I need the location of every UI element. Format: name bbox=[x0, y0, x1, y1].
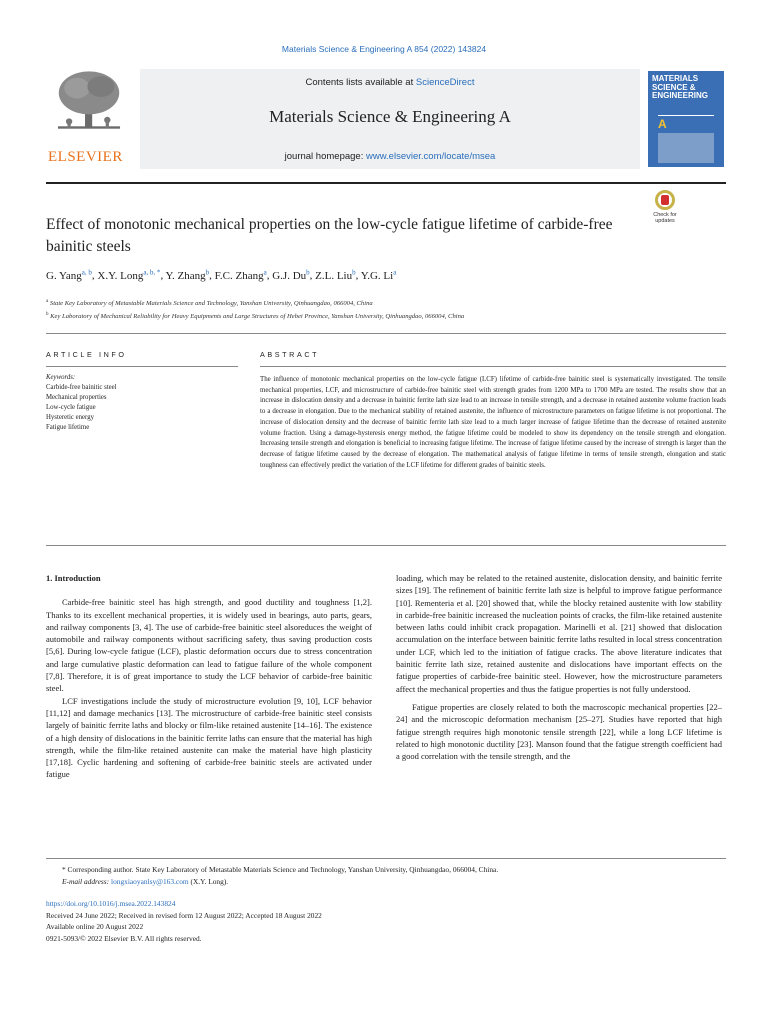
copyright: 0921-5093/© 2022 Elsevier B.V. All rights reserved. bbox=[46, 934, 202, 944]
crossmark-label: Check for updates bbox=[653, 212, 677, 224]
cover-picture bbox=[658, 133, 714, 163]
email-line bbox=[46, 876, 726, 888]
publisher-name: ELSEVIER bbox=[48, 149, 123, 165]
body-column-right bbox=[396, 572, 722, 762]
body-paragraph: loading, which may be related to the retained austenite, dislocation density, and bainitic ferrite sizes [19]. The refinement of bainitic ferrite lath size is helpful to improve fatigue performance [10]. Rementeria et al. [20] showed that, while the blocky retained austenite with low stability in carbide-free bainitic increased the nucleation points of cracks, the film-like retained austenite between laths could inhibit crack propagation. Marinelli et al. [21] showed that dislocation accumulation on the interface between bainitic ferrite laths resulted in local stress concentration under LCF, which led to the initiation of fatigue cracks. The above literature indicates that bainitic ferrite lath size, retained austenite and dislocations have important effects on the fatigue properties of carbide-free bainitic steel. However, how the microstructure parameters affect the mechanical properties and thus the fatigue properties is not fully understood. bbox=[396, 573, 722, 694]
cover-title: MATERIALS SCIENCE & ENGINEERING bbox=[652, 74, 709, 100]
section-rule bbox=[46, 333, 726, 334]
author[interactable]: X.Y. Long$^{a, b, *}$ bbox=[97, 268, 161, 282]
journal-cover-image bbox=[648, 71, 724, 167]
article-info-label: ARTICLE INFO bbox=[46, 350, 127, 359]
elsevier-tree-logo bbox=[46, 69, 132, 147]
section-heading: 1. Introduction bbox=[46, 573, 101, 583]
cover-letter: A bbox=[658, 117, 667, 131]
keyword: Hysteretic energy bbox=[46, 414, 94, 421]
journal-homepage-link[interactable]: www.elsevier.com/locate/msea bbox=[365, 151, 496, 162]
journal-citation-line[interactable]: Materials Science & Engineering A 854 (2022) 143824 bbox=[281, 44, 487, 54]
homepage-prefix: journal homepage: bbox=[284, 151, 366, 162]
journal-title: Materials Science & Engineering A bbox=[269, 107, 511, 126]
affiliation: $^a$ State Key Laboratory of Metastable Materials Science and Technology, Yanshan University, Qinhuangdao, 066004, China bbox=[46, 299, 373, 308]
abstract-bottom-rule bbox=[46, 545, 726, 546]
author-list: G. Yang$^{a, b}$, X.Y. Long$^{a, b, *}$, Y. Zhang$^b$, F.C. Zhang$^a$, G.J. Du$^b$, Z.L. Liu$^b$, Y.G. Li$^a$ bbox=[46, 268, 397, 282]
email-label: E-mail address: bbox=[62, 877, 110, 886]
crossmark-icon bbox=[655, 190, 675, 210]
crossmark-badge[interactable] bbox=[648, 190, 682, 230]
email-link[interactable]: longxiaoyanlsy@163.com bbox=[111, 877, 189, 886]
body-paragraph: LCF investigations include the study of microstructure evolution [9, 10], LCF behavior [11,12] and damage mechanics [13]. The microstructure of carbide-free bainitic steel consists largely of bainitic ferrite laths and blocky or film-like retained austenite [14–16]. The existence of a high density of dislocations in the bainitic ferrite laths can ensure that the material has high strength, while the film-like retained austenite can make the material have high plasticity [17,18]. Cyclic hardening and softening of carbide-free bainitic steels are activated under fatigue bbox=[46, 695, 372, 780]
homepage-line bbox=[140, 151, 640, 162]
keyword: Fatigue lifetime bbox=[46, 424, 90, 431]
author[interactable]: G. Yang$^{a, b}$ bbox=[46, 268, 92, 282]
corresponding-author-note: * Corresponding author. State Key Laboratory of Metastable Materials Science and Technology, Yanshan University, Qinhuangdao, 066004, China. bbox=[62, 865, 499, 874]
abstract-rule bbox=[260, 366, 726, 367]
affiliations bbox=[46, 296, 726, 322]
contents-line bbox=[140, 77, 640, 88]
affiliation: $^b$ Key Laboratory of Mechanical Reliability for Heavy Equipments and Large Structures of Hebei Province, Yanshan University, Qinhuangdao, 066004, China bbox=[46, 312, 465, 321]
received-dates: Received 24 June 2022; Received in revised form 12 August 2022; Accepted 18 August 2022 bbox=[46, 910, 322, 920]
body-paragraph: Carbide-free bainitic steel has high strength, and good ductility and toughness [1,2]. Thanks to its excellent mechanical properties, it is widely used in bearings, auto parts, gears, and railway components [3, 4]. The use of carbide-free bainitic steel alsoreduces the weight of automobile and railway components without sacrificing safety, thus saving production costs [5,6]. During low-cycle fatigue (LCF), plastic deformation occurs due to stress concentration and large cumulative plastic deformation can lead to fatigue failure of the whole component [7,8]. Therefore, it is of great importance to study the LCF behavior of carbide-free bainitic steel. bbox=[46, 597, 372, 694]
author[interactable]: G.J. Du$^b$ bbox=[272, 268, 310, 282]
contents-prefix: Contents lists available at bbox=[305, 77, 416, 88]
doi-link[interactable]: https://doi.org/10.1016/j.msea.2022.143824 bbox=[46, 899, 176, 908]
footnote-rule bbox=[46, 858, 726, 859]
body-column-left bbox=[46, 572, 372, 781]
header-center-panel bbox=[140, 69, 640, 169]
article-info-rule bbox=[46, 366, 238, 367]
publication-info bbox=[46, 898, 726, 945]
author[interactable]: Y.G. Li$^a$ bbox=[360, 268, 397, 282]
keyword: Carbide-free bainitic steel bbox=[46, 384, 117, 391]
sciencedirect-link[interactable]: ScienceDirect bbox=[415, 77, 475, 88]
email-suffix: (X.Y. Long). bbox=[188, 877, 229, 886]
keywords-heading: Keywords: bbox=[46, 374, 76, 381]
keyword: Mechanical properties bbox=[46, 394, 107, 401]
keyword: Low-cycle fatigue bbox=[46, 404, 96, 411]
header-rule bbox=[46, 182, 726, 184]
online-date: Available online 20 August 2022 bbox=[46, 922, 144, 932]
abstract-label: ABSTRACT bbox=[260, 350, 320, 359]
author[interactable]: F.C. Zhang$^a$ bbox=[214, 268, 267, 282]
keywords-block bbox=[46, 373, 238, 433]
author[interactable]: Y. Zhang$^b$ bbox=[165, 268, 210, 282]
article-title: Effect of monotonic mechanical properties on the low-cycle fatigue lifetime of carbide-free bainitic steels bbox=[46, 216, 613, 255]
footnote bbox=[46, 864, 726, 888]
abstract-text: The influence of monotonic mechanical properties on the low-cycle fatigue (LCF) lifetime of carbide-free bainitic steel is systematically investigated. The tensile mechanical properties, LCF, and microstructure of carbide-free bainitic steel with strength grades from 1200 MPa to 1700 MPa are tested. The results show that an increase in dislocation density and a decrease in bainitic ferrite lath size lead to an increase in tensile strength, and a decrease in retained austenite volume fraction leads to a decrease in elongation. Due to the mechanical stability of retained austenite, the influence of microstructure parameters on fatigue lifetime is not proportional. The increase of dislocation density and the decrease of bainitic ferrite lath size lead to a much larger increase of fatigue lifetime than the decrease of retained austenite volume fraction. Using a damage-hysteresis energy method, the fatigue lifetime could be modeled to show its dependency on the tensile strength and elongation. Increasing tensile strength and elongation is beneficial to increasing fatigue lifetime. The increase of fatigue lifetime caused by the increase of strength is larger than the decrease of fatigue lifetime caused by the decrease of elongation. The mathematical analysis of fatigue lifetime in terms of tensile strength, elongation and static toughness can effectively predict the variation of the LCF lifetime for different grades of bainitic steels. bbox=[260, 376, 726, 469]
journal-header bbox=[46, 69, 726, 170]
author[interactable]: Z.L. Liu$^b$ bbox=[315, 268, 356, 282]
body-paragraph: Fatigue properties are closely related to both the macroscopic mechanical properties [22–24] and the microscopic deformation mechanism [25–27]. Studies have reported that high fatigue strength requires high monotonic tensile strength [22], while a long LCF lifetime is related to high monotonic ductility [23]. Manson found that the fatigue strength coefficient had a good correlation with the tensile strength, and the bbox=[396, 701, 722, 762]
